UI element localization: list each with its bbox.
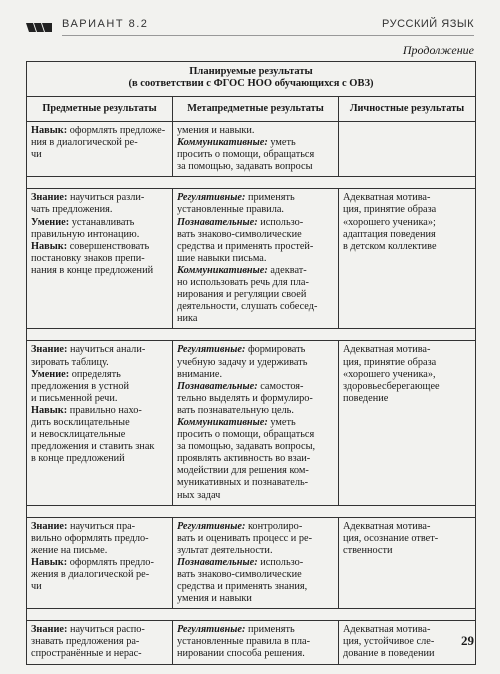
cell-line (177, 453, 334, 465)
cell-line (343, 533, 471, 545)
cell-line-text: устанавливать (69, 216, 135, 228)
cell-line-text: использо- (257, 216, 304, 228)
continuation-label: Продолжение (402, 43, 474, 57)
cell-line (31, 417, 168, 429)
table-title-cell (27, 62, 476, 97)
cell-line-text: за помощью, задавать вопросы, (177, 441, 316, 453)
cell-line (31, 545, 168, 557)
cell-line (177, 253, 334, 265)
row-spacer (27, 177, 476, 189)
cell-line-label: Навык: (31, 556, 68, 568)
cell-line (177, 137, 334, 149)
cell-line (177, 313, 334, 325)
cell-line-text: постановку знаков препи- (31, 252, 145, 264)
cell-line-text: за помощью, задавать вопросы (177, 161, 313, 173)
cell-line-text: ственности (343, 544, 393, 556)
column-header-subject: Предметные результаты (27, 97, 173, 122)
cell-line-label: Регулятивные: (177, 520, 246, 532)
cell-line-text: спространённые и нерас- (31, 648, 142, 660)
cell-line-text: шие навыки письма. (177, 252, 267, 264)
subject-results-cell (27, 517, 173, 609)
cell-line (343, 369, 471, 381)
cell-line (177, 465, 334, 477)
cell-line-text: нания в конце предложений (31, 264, 154, 276)
cell-line (177, 569, 334, 581)
cell-line-text: средства и применять простей- (177, 240, 314, 252)
cell-line-text: контролиро- (245, 520, 303, 532)
cell-line-text: внимание. (177, 368, 223, 380)
row-spacer-cell (27, 609, 476, 621)
column-header-meta: Метапредметные результаты (173, 97, 339, 122)
cell-line (31, 381, 168, 393)
cell-line (177, 477, 334, 489)
cell-line-text: предложения в устной (31, 380, 130, 392)
table-row (27, 341, 476, 505)
cell-line-text: дить восклицательные (31, 416, 130, 428)
cell-line (177, 289, 334, 301)
row-spacer (27, 329, 476, 341)
cell-line-text: знавать предложения ра- (31, 636, 140, 648)
cell-line (31, 344, 168, 356)
cell-line-label: Умение: (31, 368, 70, 380)
cell-line (343, 192, 471, 204)
meta-results-cell (173, 189, 339, 329)
cell-line-text: ника (177, 313, 198, 325)
subject-label: РУССКИЙ ЯЗЫК (382, 18, 474, 30)
cell-line-label: Навык: (31, 125, 68, 136)
cell-line-text: просить о помощи, обращаться (177, 429, 315, 441)
column-header-personal: Личностные результаты (339, 97, 476, 122)
cell-line (31, 217, 168, 229)
cell-line (177, 344, 334, 356)
cell-line (31, 624, 168, 636)
personal-results-cell (339, 189, 476, 329)
cell-line-label: Умение: (31, 216, 70, 228)
cell-line-text: применять (245, 624, 295, 636)
subject-results-cell (27, 341, 173, 505)
cell-line (31, 369, 168, 381)
cell-line (177, 648, 334, 660)
cell-line-text: чи (31, 581, 42, 593)
cell-line-text: и письменной речи. (31, 392, 118, 404)
cell-line (177, 521, 334, 533)
cell-line (31, 429, 168, 441)
cell-line (177, 241, 334, 253)
cell-line-label: Коммуникативные: (177, 416, 268, 428)
cell-line-text: научиться анали- (67, 344, 146, 356)
cell-line (31, 241, 168, 253)
cell-line-text: модействии для решения ком- (177, 465, 309, 477)
cell-line (31, 581, 168, 593)
cell-line-text: установленные правила. (177, 204, 284, 216)
cell-line (31, 149, 168, 161)
cell-line-text: чи (31, 149, 42, 161)
cell-line-text: Адекватная мотива- (343, 344, 431, 356)
meta-results-cell (173, 341, 339, 505)
cell-line (177, 429, 334, 441)
personal-results-cell (339, 621, 476, 664)
cell-line (177, 393, 334, 405)
cell-line-text: в конце предложений (31, 453, 125, 465)
cell-line (177, 301, 334, 313)
cell-line-label: Познавательные: (177, 380, 258, 392)
subject-results-cell (27, 122, 173, 177)
cell-line-text: зировать таблицу. (31, 356, 109, 368)
personal-results-cell (339, 341, 476, 505)
cell-line-text: «хорошего ученика»; (343, 216, 436, 228)
cell-line-text: чать предложения. (31, 204, 113, 216)
cell-line-text: применять (245, 192, 295, 204)
cell-line (31, 192, 168, 204)
results-table (26, 61, 476, 665)
cell-line-label: Навык: (31, 240, 68, 252)
cell-line (31, 405, 168, 417)
cell-line-text: нирования и регуляции своей (177, 289, 307, 301)
row-spacer (27, 505, 476, 517)
cell-line-text: дование в поведении (343, 648, 435, 660)
cell-line (31, 204, 168, 216)
cell-line (343, 648, 471, 660)
cell-line-label: Знание: (31, 344, 68, 356)
cell-line-text: оформлять предло- (67, 556, 154, 568)
cell-line (31, 229, 168, 241)
cell-line (177, 204, 334, 216)
cell-line (343, 204, 471, 216)
table-title: Планируемые результаты (189, 66, 313, 77)
cell-line-text: вать и оценивать процесс и ре- (177, 532, 313, 544)
cell-line-text: Адекватная мотива- (343, 520, 431, 532)
cell-line (343, 229, 471, 241)
cell-line (343, 344, 471, 356)
table-subtitle: (в соответствии с ФГОС НОО обучающихся с ОВЗ) (128, 78, 374, 89)
cell-line-text: умения и навыки (177, 593, 252, 605)
cell-line (343, 381, 471, 393)
cell-line (177, 441, 334, 453)
row-spacer (27, 609, 476, 621)
cell-line (177, 161, 334, 173)
table-row (27, 189, 476, 329)
cell-line-text: научиться пра- (67, 520, 136, 532)
cell-line (177, 636, 334, 648)
cell-line-text: ных задач (177, 489, 221, 501)
cell-line (31, 125, 168, 137)
cell-line (31, 357, 168, 369)
cell-line (31, 557, 168, 569)
cell-line (177, 557, 334, 569)
cell-line-text: вильно оформлять предло- (31, 532, 149, 544)
cell-line (177, 533, 334, 545)
cell-line-text: проявлять активность во взаи- (177, 453, 311, 465)
cell-line (177, 265, 334, 277)
cell-line-text: научиться разли- (67, 192, 145, 204)
cell-line-label: Знание: (31, 192, 68, 204)
cell-line (31, 265, 168, 277)
cell-line-text: поведение (343, 392, 389, 404)
cell-line (31, 453, 168, 465)
cell-line (177, 229, 334, 241)
cell-line-text: правильно нахо- (67, 404, 142, 416)
cell-line-label: Коммуникативные: (177, 264, 268, 276)
cell-line-label: Регулятивные: (177, 192, 246, 204)
cell-line-text: вать познавательную цель. (177, 404, 294, 416)
cell-line (31, 253, 168, 265)
cell-line (177, 357, 334, 369)
cell-line-text: Адекватная мотива- (343, 624, 431, 636)
row-spacer-cell (27, 329, 476, 341)
cell-line-text: тельно выделять и формулиро- (177, 392, 313, 404)
cell-line-text: установленные правила в пла- (177, 636, 311, 648)
cell-line-text: самостоя- (257, 380, 304, 392)
header-rule (62, 35, 474, 36)
cell-line-text: в детском коллективе (343, 240, 437, 252)
cell-line (177, 125, 334, 137)
cell-line (343, 393, 471, 405)
table-row (27, 517, 476, 609)
cell-line-text: умения и навыки. (177, 125, 255, 136)
cell-line-text: ция, принятие образа (343, 204, 437, 216)
row-spacer-cell (27, 505, 476, 517)
cell-line (177, 381, 334, 393)
cell-line-text: уметь (267, 137, 296, 149)
page-header (0, 0, 500, 40)
cell-line-label: Знание: (31, 624, 68, 636)
cell-line-text: вать знаково-символические (177, 569, 302, 580)
cell-line (31, 393, 168, 405)
cell-line (343, 636, 471, 648)
cell-line-text: жение на письме. (31, 544, 108, 556)
cell-line-text: использо- (257, 556, 304, 568)
cell-line-text: нировании способа решения. (177, 648, 305, 660)
cell-line (177, 545, 334, 557)
cell-line-text: средства и применять знания, (177, 581, 308, 593)
cell-line-text: правильную интонацию. (31, 228, 140, 240)
cell-line-text: ция, принятие образа (343, 356, 437, 368)
cell-line (177, 405, 334, 417)
cell-line (343, 521, 471, 533)
cell-line-text: ция, устойчивое сле- (343, 636, 435, 648)
cell-line-text: муникативных и познаватель- (177, 477, 309, 489)
cell-line-text: ния в диалогической ре- (31, 137, 138, 149)
cell-line-text: просить о помощи, обращаться (177, 149, 315, 161)
cell-line (31, 648, 168, 660)
cell-line-text: «хорошего ученика», (343, 368, 436, 380)
cell-line (177, 277, 334, 289)
cell-line (177, 624, 334, 636)
cell-line-label: Знание: (31, 520, 68, 532)
cell-line (31, 521, 168, 533)
cell-line (343, 357, 471, 369)
personal-results-cell (339, 517, 476, 609)
cell-line-text: жения в диалогической ре- (31, 569, 150, 580)
stripes-logo-icon (26, 23, 52, 32)
variant-label: ВАРИАНТ 8.2 (62, 18, 149, 30)
cell-line (343, 217, 471, 229)
cell-line-text: совершенствовать (67, 240, 150, 252)
cell-line (177, 593, 334, 605)
table-row (27, 621, 476, 664)
meta-results-cell (173, 122, 339, 177)
cell-line-text: ция, осознание ответ- (343, 532, 439, 544)
cell-line-label: Навык: (31, 404, 68, 416)
cell-line-text: адаптация поведения (343, 228, 436, 240)
cell-line-label: Регулятивные: (177, 624, 246, 636)
cell-line (177, 490, 334, 502)
cell-line (343, 624, 471, 636)
cell-line (343, 241, 471, 253)
cell-line (31, 636, 168, 648)
cell-line (31, 569, 168, 581)
cell-line-label: Познавательные: (177, 556, 258, 568)
cell-line (177, 581, 334, 593)
cell-line (177, 192, 334, 204)
cell-line-text: деятельности, слушать собесед- (177, 301, 318, 313)
cell-line-text: но использовать речь для пла- (177, 277, 309, 289)
cell-line (177, 217, 334, 229)
cell-line-text: научиться распо- (67, 624, 145, 636)
table-row (27, 122, 476, 177)
cell-line-label: Регулятивные: (177, 344, 246, 356)
meta-results-cell (173, 517, 339, 609)
cell-line-text: учебную задачу и удерживать (177, 356, 308, 368)
cell-line (31, 441, 168, 453)
cell-line-text: адекват- (267, 264, 307, 276)
row-spacer-cell (27, 177, 476, 189)
cell-line (177, 149, 334, 161)
cell-line-text: и невосклицательные (31, 429, 126, 441)
cell-line-text: вать знаково-символические (177, 228, 302, 240)
subject-results-cell (27, 189, 173, 329)
cell-line (31, 533, 168, 545)
cell-line-text: зультат деятельности. (177, 544, 273, 556)
cell-line-text: Адекватная мотива- (343, 192, 431, 204)
cell-line (177, 369, 334, 381)
cell-line (343, 545, 471, 557)
cell-line-text: здоровьесберегающее (343, 380, 440, 392)
cell-line-text: оформлять предложе- (67, 125, 166, 136)
page-number: 29 (461, 633, 474, 648)
cell-line-text: формировать (245, 344, 306, 356)
cell-line-text: уметь (267, 416, 296, 428)
personal-results-cell (339, 122, 476, 177)
cell-line (177, 417, 334, 429)
cell-line-label: Познавательные: (177, 216, 258, 228)
cell-line-text: определять (69, 368, 121, 380)
meta-results-cell (173, 621, 339, 664)
subject-results-cell (27, 621, 173, 664)
cell-line-text: предложения и ставить знак (31, 441, 155, 453)
cell-line-label: Коммуникативные: (177, 137, 268, 149)
cell-line (31, 137, 168, 149)
